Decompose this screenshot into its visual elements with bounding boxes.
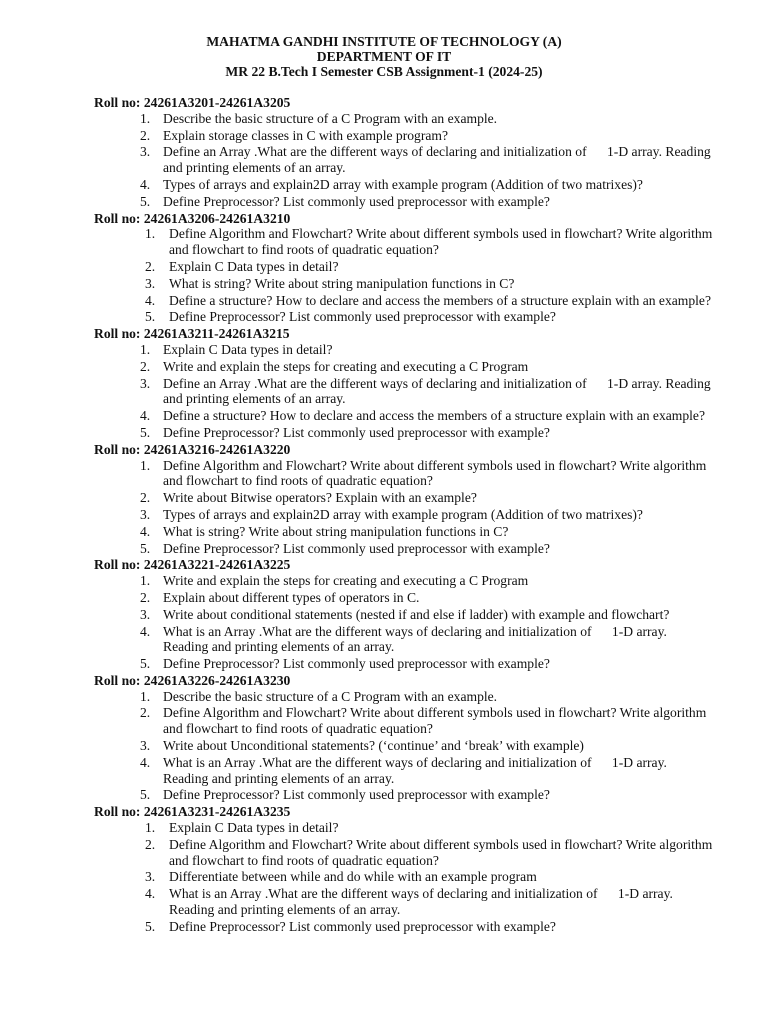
question-number: 3. — [145, 275, 156, 291]
question-number: 5. — [140, 424, 151, 440]
question-number: 2. — [140, 127, 151, 143]
question-item — [94, 342, 714, 358]
question-number: 1. — [140, 573, 151, 589]
question-number: 4. — [140, 754, 151, 770]
question-number: 3. — [140, 144, 151, 160]
question-text: What is an Array .What are the different ways of declaring and initialization of 1-D array. Reading and printing elements of an array. — [169, 886, 677, 918]
question-text: Write about conditional statements (nested if and else if ladder) with example and flowchart? — [163, 606, 670, 622]
question-number: 1. — [145, 820, 156, 836]
roll-section — [94, 673, 714, 803]
question-text: Write about Unconditional statements? (‘continue’ and ‘break’ with example) — [163, 738, 584, 754]
question-item — [94, 837, 714, 869]
question-text: What is string? Write about string manipulation functions in C? — [163, 523, 509, 539]
question-item — [94, 408, 714, 424]
question-item — [94, 886, 714, 918]
question-text: What is an Array .What are the different ways of declaring and initialization of 1-D array. Reading and printing elements of an array. — [163, 754, 671, 786]
question-item — [94, 624, 714, 656]
question-number: 3. — [145, 869, 156, 885]
question-number: 5. — [145, 309, 156, 325]
question-number: 2. — [140, 490, 151, 506]
question-text: Define Algorithm and Flowchart? Write about different symbols used in flowchart? Write algorithm and flowchart to find roots of quadratic equation? — [169, 836, 716, 868]
document-header — [0, 0, 768, 80]
question-text: Explain C Data types in detail? — [169, 258, 339, 274]
question-item — [94, 309, 714, 325]
question-number: 5. — [140, 656, 151, 672]
question-text: Define Preprocessor? List commonly used preprocessor with example? — [163, 540, 550, 556]
question-number: 4. — [140, 623, 151, 639]
department-name: DEPARTMENT OF IT — [316, 49, 452, 65]
question-item — [94, 144, 714, 176]
roll-section-title: Roll no: 24261A3201-24261A3205 — [94, 95, 291, 110]
question-number: 2. — [140, 705, 151, 721]
question-text: Describe the basic structure of a C Program with an example. — [163, 110, 498, 126]
question-number: 1. — [140, 110, 151, 126]
question-item — [94, 689, 714, 705]
question-text: Explain about different types of operators in C. — [163, 589, 420, 605]
question-text: Define Algorithm and Flowchart? Write about different symbols used in flowchart? Write algorithm and flowchart to find roots of quadratic equation? — [163, 705, 710, 737]
question-item — [94, 573, 714, 589]
question-text: Define a structure? How to declare and access the members of a structure explain with an example? — [169, 292, 712, 308]
question-text: Define an Array .What are the different ways of declaring and initialization of 1-D array. Reading and printing elements of an array. — [163, 144, 715, 176]
question-number: 5. — [140, 540, 151, 556]
question-number: 2. — [145, 836, 156, 852]
question-number: 4. — [140, 523, 151, 539]
question-item — [94, 820, 714, 836]
question-item — [94, 128, 714, 144]
question-text: Define a structure? How to declare and access the members of a structure explain with an example? — [163, 408, 706, 424]
question-text: Explain storage classes in C with example program? — [163, 127, 449, 143]
question-item — [94, 541, 714, 557]
question-number: 5. — [145, 918, 156, 934]
question-number: 3. — [140, 738, 151, 754]
question-number: 2. — [140, 358, 151, 374]
question-number: 4. — [140, 408, 151, 424]
question-text: Write and explain the steps for creating and executing a C Program — [163, 358, 529, 374]
roll-section — [94, 211, 714, 326]
question-text: Define Algorithm and Flowchart? Write about different symbols used in flowchart? Write algorithm and flowchart to find roots of quadratic equation? — [163, 457, 710, 489]
roll-section — [94, 95, 714, 210]
question-item — [94, 705, 714, 737]
question-text: Define Preprocessor? List commonly used preprocessor with example? — [169, 309, 556, 325]
question-number: 5. — [140, 193, 151, 209]
roll-section-title: Roll no: 24261A3221-24261A3225 — [94, 557, 291, 573]
question-item — [94, 293, 714, 309]
question-item — [94, 458, 714, 490]
question-text: Define Preprocessor? List commonly used preprocessor with example? — [163, 424, 550, 440]
question-text: Define Preprocessor? List commonly used preprocessor with example? — [163, 193, 550, 209]
roll-section-title: Roll no: 24261A3206-24261A3210 — [94, 210, 291, 226]
roll-section-title: Roll no: 24261A3211-24261A3215 — [94, 326, 290, 342]
question-number: 1. — [140, 341, 151, 357]
institute-name: MAHATMA GANDHI INSTITUTE OF TECHNOLOGY (A) — [206, 34, 562, 49]
question-item — [94, 276, 714, 292]
question-item — [94, 590, 714, 606]
question-text: Define Preprocessor? List commonly used preprocessor with example? — [163, 787, 550, 803]
question-number: 1. — [145, 226, 156, 242]
question-item — [94, 425, 714, 441]
assignment-sections — [94, 95, 714, 936]
question-item — [94, 177, 714, 193]
question-text: What is string? Write about string manipulation functions in C? — [169, 275, 515, 291]
question-item — [94, 194, 714, 210]
question-item — [94, 490, 714, 506]
question-text: Types of arrays and explain2D array with example program (Addition of two matrixes)? — [163, 176, 643, 192]
question-item — [94, 787, 714, 803]
question-text: Explain C Data types in detail? — [169, 820, 339, 836]
question-number: 3. — [140, 506, 151, 522]
question-number: 1. — [140, 688, 151, 704]
question-item — [94, 507, 714, 523]
question-item — [94, 869, 714, 885]
question-item — [94, 226, 714, 258]
question-item — [94, 607, 714, 623]
question-item — [94, 259, 714, 275]
question-text: Differentiate between while and do while with an example program — [169, 869, 537, 885]
question-number: 2. — [140, 589, 151, 605]
question-item — [94, 376, 714, 408]
question-item — [94, 738, 714, 754]
roll-section — [94, 557, 714, 672]
question-number: 4. — [140, 176, 151, 192]
roll-section-title: Roll no: 24261A3231-24261A3235 — [94, 804, 291, 820]
roll-section-title: Roll no: 24261A3226-24261A3230 — [94, 672, 291, 688]
question-text: Write about Bitwise operators? Explain with an example? — [163, 490, 477, 506]
roll-section — [94, 442, 714, 557]
roll-section — [94, 326, 714, 441]
question-text: Define Preprocessor? List commonly used preprocessor with example? — [163, 656, 550, 672]
question-number: 4. — [145, 292, 156, 308]
roll-section — [94, 804, 714, 934]
question-item — [94, 111, 714, 127]
question-item — [94, 919, 714, 935]
question-item — [94, 755, 714, 787]
question-item — [94, 656, 714, 672]
question-text: What is an Array .What are the different ways of declaring and initialization of 1-D array. Reading and printing elements of an array. — [163, 623, 671, 655]
question-text: Types of arrays and explain2D array with example program (Addition of two matrixes)? — [163, 506, 643, 522]
question-number: 5. — [140, 787, 151, 803]
question-number: 3. — [140, 375, 151, 391]
question-item — [94, 524, 714, 540]
question-number: 3. — [140, 606, 151, 622]
roll-section-title: Roll no: 24261A3216-24261A3220 — [94, 441, 291, 457]
question-text: Define Preprocessor? List commonly used preprocessor with example? — [169, 918, 556, 934]
question-item — [94, 359, 714, 375]
question-number: 4. — [145, 886, 156, 902]
question-text: Explain C Data types in detail? — [163, 341, 333, 357]
question-text: Define Algorithm and Flowchart? Write about different symbols used in flowchart? Write algorithm and flowchart to find roots of quadratic equation? — [169, 226, 716, 258]
question-text: Define an Array .What are the different ways of declaring and initialization of 1-D array. Reading and printing elements of an array. — [163, 375, 715, 407]
question-text: Describe the basic structure of a C Program with an example. — [163, 688, 498, 704]
question-number: 2. — [145, 258, 156, 274]
question-number: 1. — [140, 457, 151, 473]
assignment-title: MR 22 B.Tech I Semester CSB Assignment-1 (2024-25) — [225, 64, 543, 80]
question-text: Write and explain the steps for creating and executing a C Program — [163, 573, 529, 589]
